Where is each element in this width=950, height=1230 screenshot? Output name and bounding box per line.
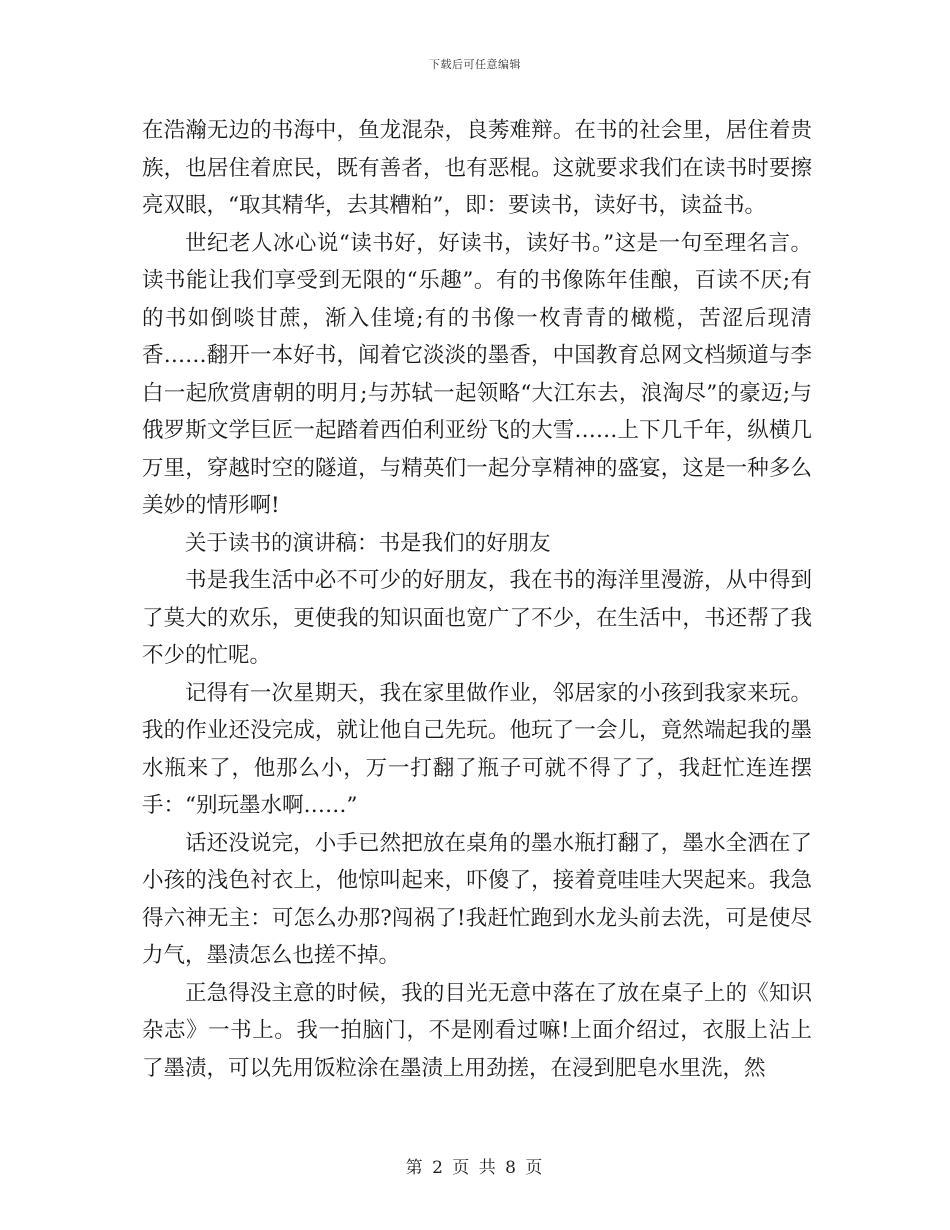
- page-number-footer: 第 2 页 共 8 页: [405, 1158, 545, 1178]
- paragraph-6: 正急得没主意的时候，我的目光无意中落在了放在桌子上的《知识杂志》一书上。我一拍脑门，不是刚看过嘛!上面介绍过，衣服上沾上了墨渍，可以先用饭粒涂在墨渍上用劲搓，在浸到肥皂水里洗，然: [142, 980, 812, 1081]
- paragraph-2: 世纪老人冰心说“读书好，好读书，读好书。”这是一句至理名言。读书能让我们享受到无限的“乐趣”。有的书像陈年佳酿，百读不厌;有的书如倒啖甘蔗，渐入佳境;有的书像一枚青青的橄榄，苦涩后现清香……翻开一本好书，闻着它淡淡的墨香，中国教育总网文档频道与李白一起欣赏唐朝的明月;与苏轼一起领略“大江东去，浪淘尽”的豪迈;与俄罗斯文学巨匠一起踏着西伯利亚纷飞的大雪……上下几千年，纵横几万里，穿越时空的隧道，与精英们一起分享精神的盛宴，这是一种多么美妙的情形啊!: [142, 230, 812, 518]
- paragraph-1: 在浩瀚无边的书海中，鱼龙混杂，良莠难辩。在书的社会里，居住着贵族，也居住着庶民，既有善者，也有恶棍。这就要求我们在读书时要擦亮双眼，“取其精华，去其糟粕”，即：要读书，读好书，读益书。: [142, 118, 812, 218]
- paragraph-5: 话还没说完，小手已然把放在桌角的墨水瓶打翻了，墨水全洒在了小孩的浅色衬衣上，他惊叫起来，吓傻了，接着竟哇哇大哭起来。我急得六神无主：可怎么办那?闯祸了!我赶忙跑到水龙头前去洗，可是使尽力气，墨渍怎么也搓不掉。: [142, 830, 812, 968]
- paragraph-4: 记得有一次星期天，我在家里做作业，邻居家的小孩到我家来玩。我的作业还没完成，就让他自己先玩。他玩了一会儿，竟然端起我的墨水瓶来了，他那么小，万一打翻了瓶子可就不得了了，我赶忙连连摆手：“别玩墨水啊……”: [142, 680, 812, 818]
- document-body: [142, 112, 812, 1087]
- page-header-note: 下载后可任意编辑: [429, 58, 521, 71]
- section-heading: 关于读书的演讲稿：书是我们的好朋友: [185, 530, 551, 556]
- paragraph-3: 书是我生活中必不可少的好朋友，我在书的海洋里漫游，从中得到了莫大的欢乐，更使我的知识面也宽广了不少，在生活中，书还帮了我不少的忙呢。: [142, 568, 812, 668]
